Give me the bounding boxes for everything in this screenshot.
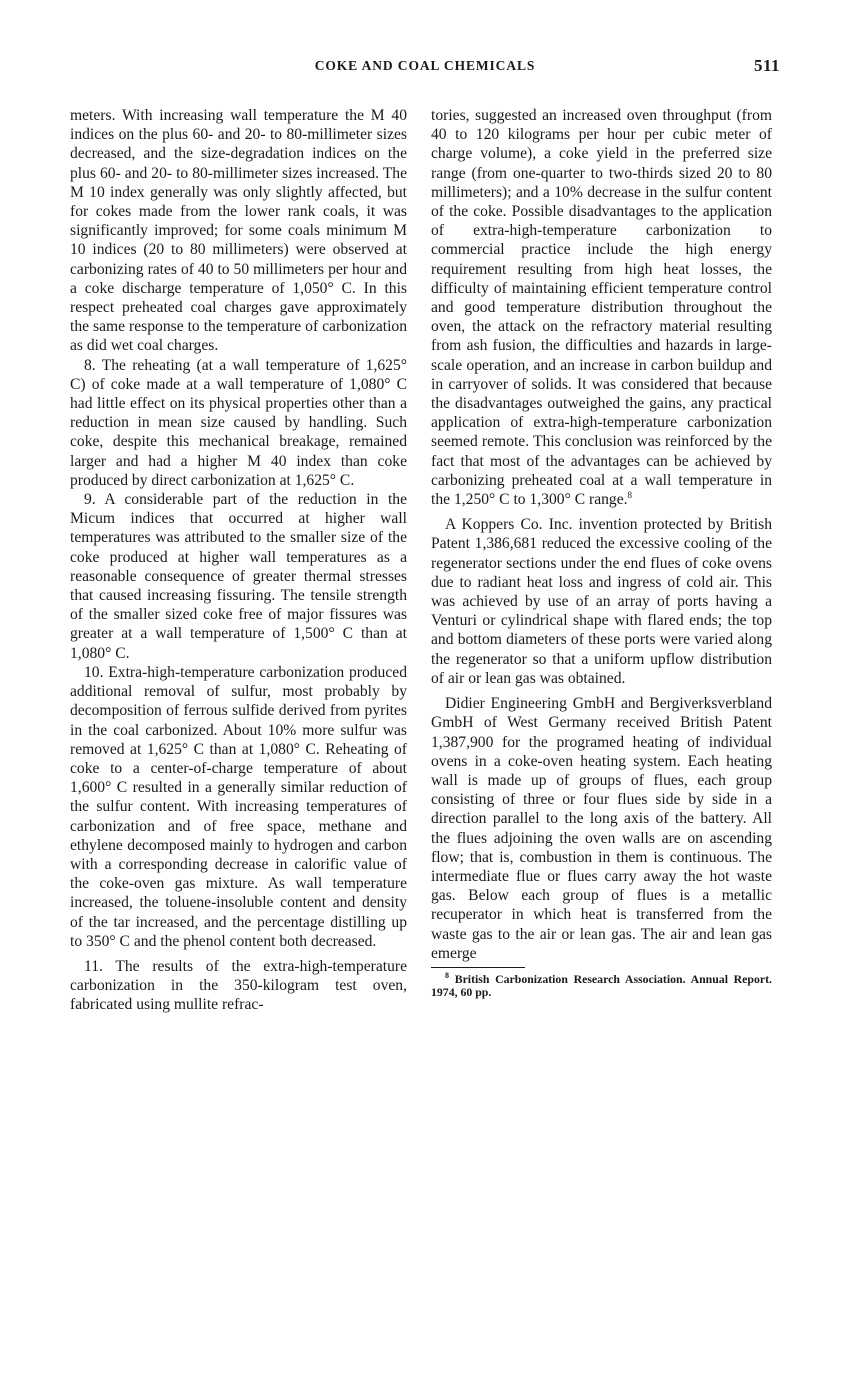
paragraph-continued-right [431,106,772,509]
paragraph-item-8: 8. The reheating (at a wall temperature of 1,625° C) of coke made at a wall temperature of 1,080° C had little effect on its physical properties other than a reduction in mean size caused by handling. Such coke, despite this mechanical breakage, remained larger and had a higher M 40 index than coke produced by direct carbonization at 1,625° C. [70,356,407,489]
paragraph-koppers-patent: A Koppers Co. Inc. invention protected by British Patent 1,386,681 reduced the excessive cooling of the regenerator sections under the end flues of coke ovens due to radiant heat loss and ingress of cold air. This was achieved by use of an array of ports having a Venturi or cylindrical shape with flared ends; the top and bottom diameters of these ports were varied along the regenerator so that a uniform upflow distribution of air or lean gas was obtained. [431,516,772,687]
left-column [70,106,407,1015]
footnote-divider [431,967,525,968]
footnote [431,973,772,1000]
running-header [70,56,780,80]
footnote-reference: 8 [627,489,633,500]
paragraph-item-10: 10. Extra-high-temperature carbonization produced additional removal of sulfur, most probably by decomposition of ferrous sulfide derived from pyrites in the coal carbonized. About 10% more sulfur was removed at 1,625° C than at 1,080° C. Reheating of coke to a center-of-charge temperature of about 1,600° C resulted in a generally similar reduction of the sulfur content. With increasing temperatures of carbonization and of free space, methane and ethylene decomposed mainly to hydrogen and carbon with a corresponding decrease in calorific value of the coke-oven gas mixture. As wall temperature increased, the toluene-insoluble content and density of the tar increased, and the percentage distilling up to 350° C and the phenol content both decreased. [70,663,407,950]
paragraph-item-9: 9. A considerable part of the reduction in the Micum indices that occurred at higher wall temperatures was attributed to the smaller size of the coke produced at higher wall temperatures as a reasonable consequence of greater thermal stresses that caused increasing fissuring. The tensile strength of the smaller sized coke free of major fissures was greater at a wall temperature of 1,500° C than at 1,080° C. [70,491,407,662]
footnote-marker: 8 [445,971,449,981]
paragraph-continued: meters. With increasing wall temperature the M 40 indices on the plus 60- and 20- to 80-millimeter sizes decreased, and the size-degradation indices on the plus 60- and 20- to 80-millimeter sizes increased. The M 10 index generally was only slightly affected, but for cokes made from the lower rank coals, it was significantly improved; for some coals minimum M 10 indices (20 to 80 millimeters) were observed at carbonizing rates of 40 to 50 millimeters per hour and a coke discharge temperature of 1,050° C. In this respect preheated coal charges gave approximately the same response to the temperature of carbonization as did wet coal charges. [70,107,407,355]
paragraph-item-11: 11. The results of the extra-high-temperature carbonization in the 350-kilogram test oven, fabricated using mullite refrac- [70,957,407,1014]
right-column [431,106,772,1000]
paragraph-text: tories, suggested an increased oven throughput (from 40 to 120 kilograms per hour per cubic meter of charge volume), a coke yield in the preferred size range (from one-quarter to two-thirds sized 20 to 80 millimeters); and a 10% decrease in the sulfur content of the coke. Possible disadvantages to the application of extra-high-temperature carbonization to commercial practice include the high energy requirement resulting from high heat losses, the difficulty of maintaining efficient temperature control and good temperature distribution throughout the oven, the attack on the refractory material resulting from ash fusion, the difficulties and hazards in large-scale operation, and an increase in carbon buildup and in carryover of solids. It was considered that because the disadvantages outweighed the gains, any practical application of extra-high-temperature carbonization seemed remote. This conclusion was reinforced by the fact that most of the advantages can be achieved by carbonizing preheated coal at a wall temperature in the 1,250° C to 1,300° C range. [431,107,772,509]
paragraph-didier-patent: Didier Engineering GmbH and Bergiverksverbland GmbH of West Germany received British Patent 1,387,900 for the programed heating of individual ovens in a coke-oven heating system. Each heating wall is made up of groups of flues, each group consisting of three or four flues side by side in a direction parallel to the long axis of the battery. All the flues adjoining the oven walls are on ascending flow; that is, combustion in them is continuous. The intermediate flue or flues carry away the hot waste gas. Below each group of flues is a metallic recuperator in which heat is transferred from the waste gas to the air or lean gas. The air and lean gas emerge [431,695,772,962]
footnote-text: British Carbonization Research Association. Annual Report. 1974, 60 pp. [431,971,772,1000]
page-number: 511 [753,56,780,75]
running-title: COKE AND COAL CHEMICALS [314,58,536,73]
